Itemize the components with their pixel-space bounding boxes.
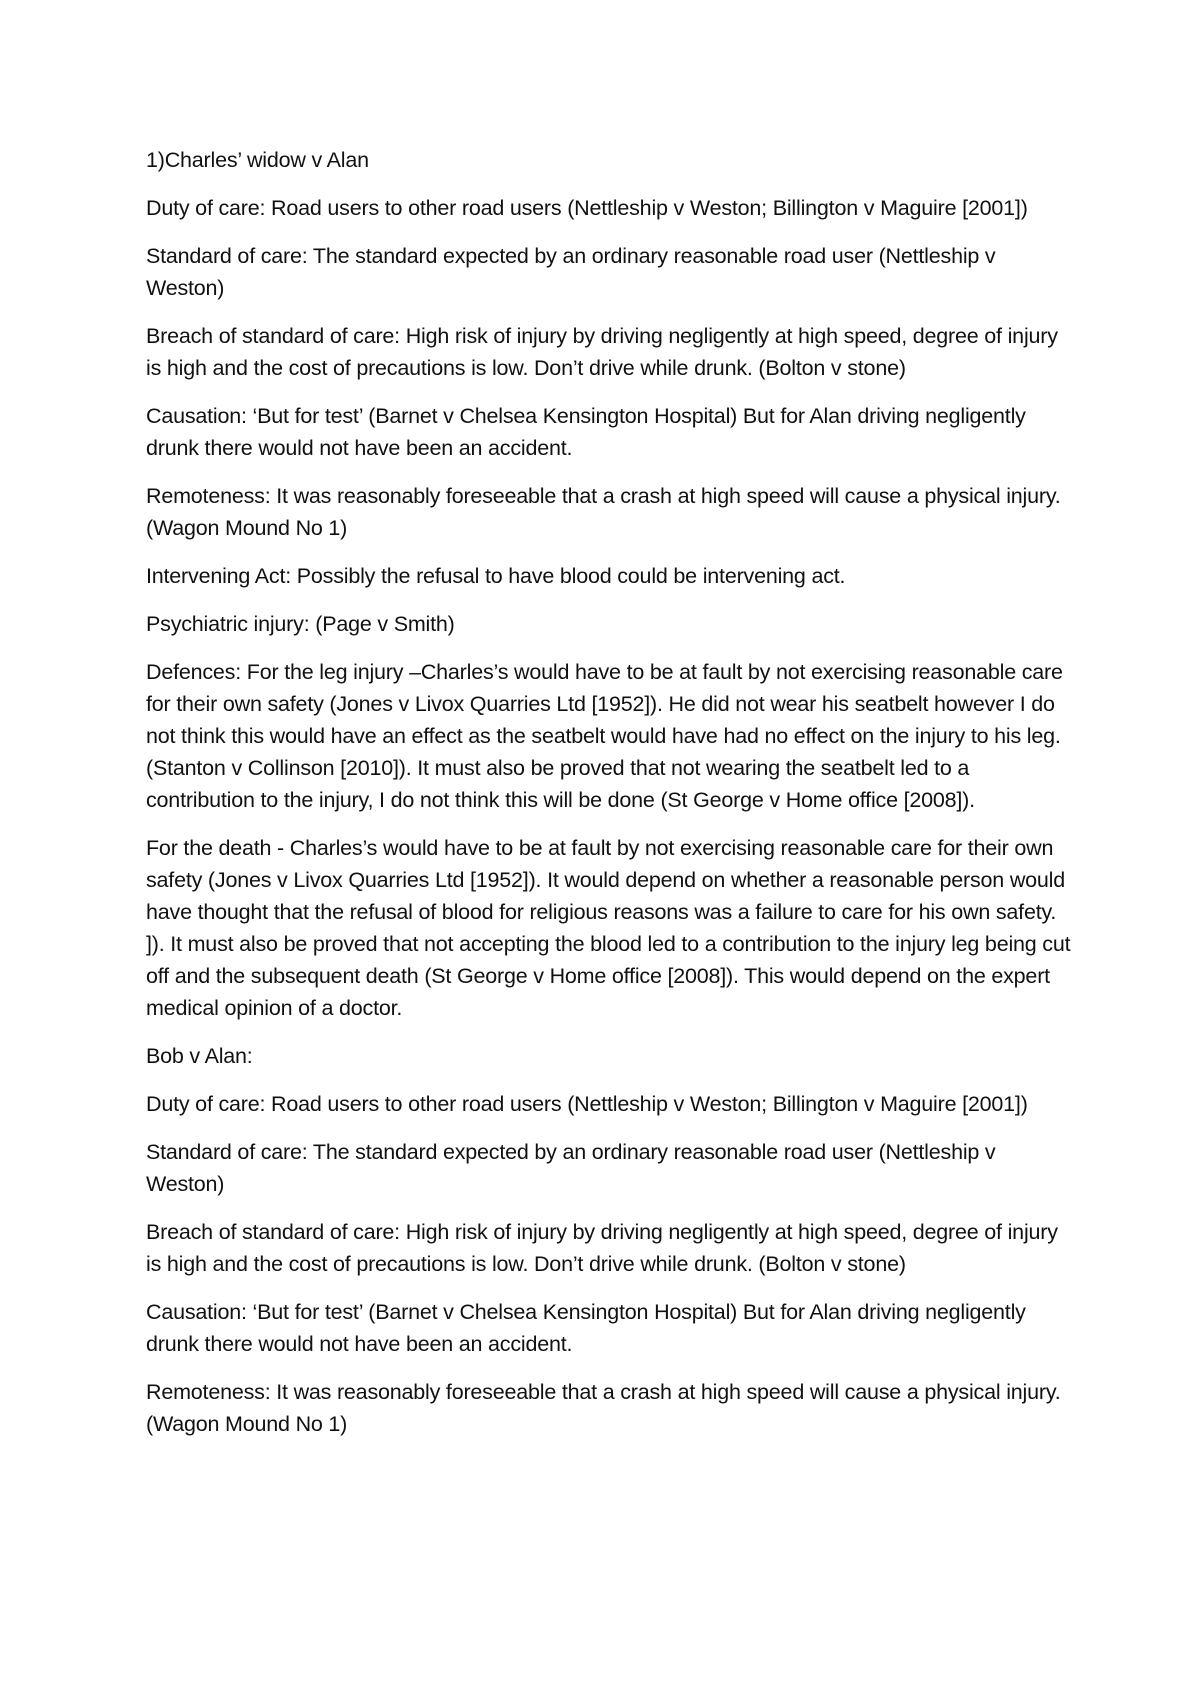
paragraph-defences-death: For the death - Charles’s would have to be at fault by not exercising reasonable care for their own safety (Jones v Livox Quarries Ltd [1952]). It would depend on whether a reasonable person would have thought that the refusal of blood for religious reasons was a failure to care for his own safety. ]). It must also be proved that not accepting the blood led to a contribution to the injury leg being cut off and the subsequent death (St George v Home office [2008]). This would depend on the expert medical opinion of a doctor. [146, 836, 1071, 1020]
paragraph-causation-2: Causation: ‘But for test’ (Barnet v Chelsea Kensington Hospital) But for Alan driving negligently drunk there would not have been an accident. [146, 1300, 1026, 1356]
paragraph-remoteness-2: Remoteness: It was reasonably foreseeable that a crash at high speed will cause a physical injury. (Wagon Mound No 1) [146, 1380, 1061, 1436]
paragraph-standard-of-care-2: Standard of care: The standard expected by an ordinary reasonable road user (Nettleship v Weston) [146, 1140, 996, 1196]
paragraph-standard-of-care: Standard of care: The standard expected by an ordinary reasonable road user (Nettleship v Weston) [146, 244, 996, 300]
paragraph-defences-leg-injury: Defences: For the leg injury –Charles’s would have to be at fault by not exercising reasonable care for their own safety (Jones v Livox Quarries Ltd [1952]). He did not wear his seatbelt however I do not think this would have an effect as the seatbelt would have had no effect on the injury to his leg. (Stanton v Collinson [2010]). It must also be proved that not wearing the seatbelt led to a contribution to the injury, I do not think this will be done (St George v Home office [2008]). [146, 660, 1063, 812]
paragraph-duty-of-care-2: Duty of care: Road users to other road users (Nettleship v Weston; Billington v Maguire [2001]) [146, 1092, 1028, 1116]
paragraph-psychiatric-injury: Psychiatric injury: (Page v Smith) [146, 612, 455, 636]
section-heading-bob-v-alan: Bob v Alan: [146, 1044, 253, 1068]
section-heading-charles-widow-v-alan: 1)Charles’ widow v Alan [146, 148, 369, 172]
paragraph-breach-of-standard-2: Breach of standard of care: High risk of injury by driving negligently at high speed, degree of injury is high and the cost of precautions is low. Don’t drive while drunk. (Bolton v stone) [146, 1220, 1058, 1276]
paragraph-breach-of-standard: Breach of standard of care: High risk of injury by driving negligently at high speed, degree of injury is high and the cost of precautions is low. Don’t drive while drunk. (Bolton v stone) [146, 324, 1058, 380]
paragraph-intervening-act: Intervening Act: Possibly the refusal to have blood could be intervening act. [146, 564, 846, 588]
paragraph-duty-of-care: Duty of care: Road users to other road users (Nettleship v Weston; Billington v Maguire [2001]) [146, 196, 1028, 220]
document-body [146, 144, 1076, 1456]
paragraph-causation: Causation: ‘But for test’ (Barnet v Chelsea Kensington Hospital) But for Alan driving negligently drunk there would not have been an accident. [146, 404, 1026, 460]
paragraph-remoteness: Remoteness: It was reasonably foreseeable that a crash at high speed will cause a physical injury. (Wagon Mound No 1) [146, 484, 1061, 540]
